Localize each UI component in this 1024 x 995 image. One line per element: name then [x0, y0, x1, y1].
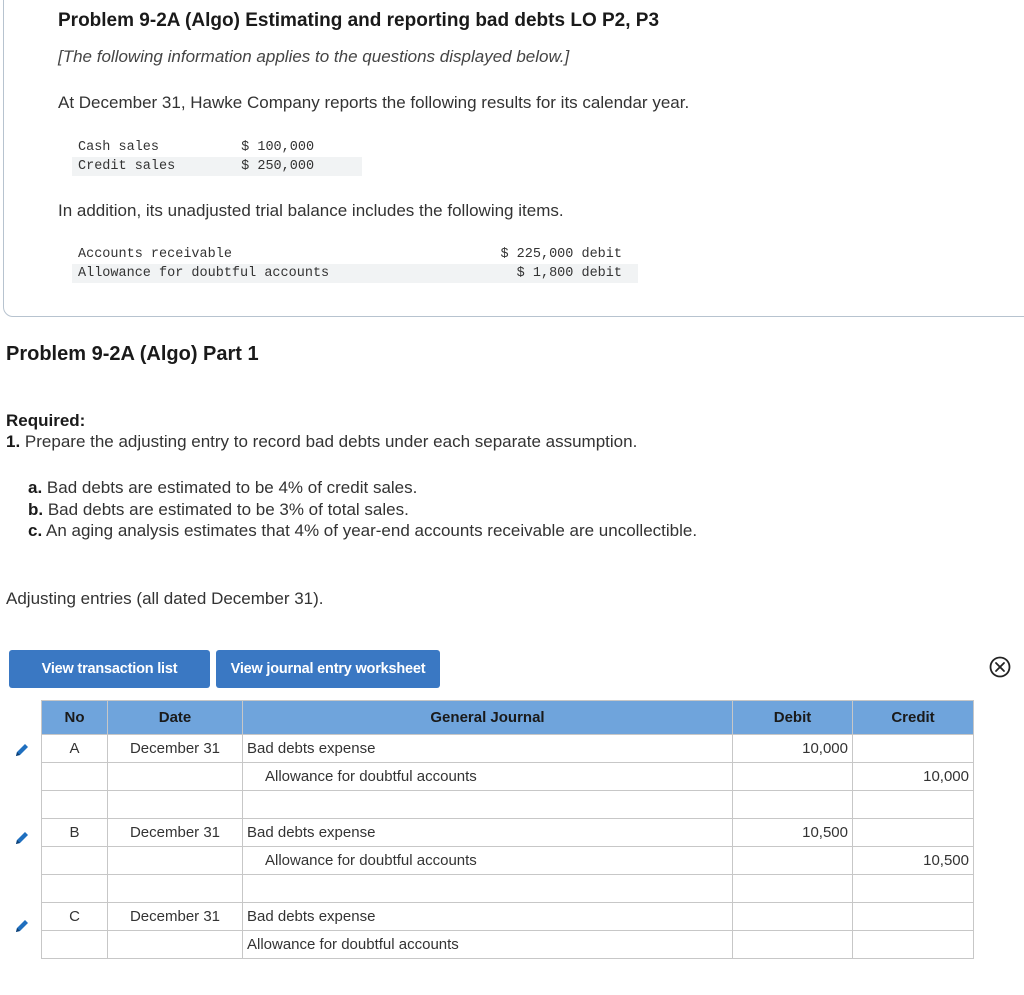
- sales-row: [72, 138, 362, 157]
- trial-balance-row: [72, 245, 638, 264]
- entry-no: [42, 875, 108, 903]
- col-header-date: Date: [108, 701, 243, 735]
- part-title: Problem 9-2A (Algo) Part 1: [6, 343, 259, 365]
- intro-note: [The following information applies to the questions displayed below.]: [58, 47, 570, 66]
- entry-debit: [733, 763, 853, 791]
- sales-amount: $ 100,000: [241, 140, 315, 155]
- edit-entry-a-icon[interactable]: [13, 741, 31, 759]
- tb-amount: $ 1,800 debit: [438, 264, 638, 283]
- entry-account: Bad debts expense: [243, 903, 733, 931]
- edit-entry-c-icon[interactable]: [13, 917, 31, 935]
- entry-credit: [853, 931, 974, 959]
- requirement-text: Prepare the adjusting entry to record bad debts under each separate assumption.: [24, 432, 638, 451]
- tb-amount: $ 225,000 debit: [500, 247, 622, 262]
- entry-credit: 10,000: [853, 763, 974, 791]
- trial-balance-intro: In addition, its unadjusted trial balance includes the following items.: [58, 201, 564, 220]
- required-label: Required:: [6, 411, 86, 430]
- requirement-number: 1.: [6, 432, 21, 451]
- journal-row: [42, 735, 974, 763]
- journal-row: [42, 931, 974, 959]
- journal-row: [42, 847, 974, 875]
- entry-account: [243, 875, 733, 903]
- entry-date: [108, 791, 243, 819]
- entry-credit: [853, 903, 974, 931]
- entry-credit: 10,500: [853, 847, 974, 875]
- general-journal-table: [41, 700, 974, 959]
- sales-row: [72, 157, 362, 176]
- journal-header-row: [42, 701, 974, 735]
- edit-entry-b-icon[interactable]: [13, 829, 31, 847]
- context-text: At December 31, Hawke Company reports the following results for its calendar year.: [58, 93, 690, 112]
- entry-debit: [733, 931, 853, 959]
- journal-row: [42, 819, 974, 847]
- entry-credit: [853, 791, 974, 819]
- entry-no: [42, 847, 108, 875]
- entry-debit: [733, 847, 853, 875]
- assumption-list: [28, 477, 697, 542]
- entry-date: December 31: [108, 819, 243, 847]
- col-header-no: No: [42, 701, 108, 735]
- entry-debit: [733, 791, 853, 819]
- col-header-credit: Credit: [853, 701, 974, 735]
- entry-account: Allowance for doubtful accounts: [243, 931, 733, 959]
- close-icon[interactable]: [989, 656, 1011, 678]
- col-header-debit: Debit: [733, 701, 853, 735]
- entry-credit: [853, 819, 974, 847]
- entry-account: Allowance for doubtful accounts: [243, 847, 733, 875]
- entry-date: [108, 763, 243, 791]
- entry-no: [42, 791, 108, 819]
- entry-debit: 10,500: [733, 819, 853, 847]
- entry-account: [243, 791, 733, 819]
- entry-debit: 10,000: [733, 735, 853, 763]
- journal-row: [42, 791, 974, 819]
- assumption-letter: c.: [28, 521, 43, 540]
- entry-debit: [733, 875, 853, 903]
- sales-amount: $ 250,000: [235, 157, 362, 176]
- assumption-item: [28, 499, 697, 521]
- col-header-general-journal: General Journal: [243, 701, 733, 735]
- entry-date: December 31: [108, 903, 243, 931]
- tb-label: Allowance for doubtful accounts: [72, 264, 438, 283]
- entry-date: December 31: [108, 735, 243, 763]
- entry-debit: [733, 903, 853, 931]
- assumption-text: Bad debts are estimated to be 4% of credit sales.: [46, 478, 418, 497]
- journal-row: [42, 763, 974, 791]
- journal-row: [42, 903, 974, 931]
- sales-table: [72, 138, 362, 176]
- view-transaction-list-button[interactable]: View transaction list: [9, 650, 210, 688]
- sales-label: Credit sales: [72, 157, 235, 176]
- entry-credit: [853, 735, 974, 763]
- entry-no: C: [42, 903, 108, 931]
- trial-balance-row: [72, 264, 638, 283]
- entry-no: A: [42, 735, 108, 763]
- entry-account: Bad debts expense: [243, 819, 733, 847]
- entry-date: [108, 875, 243, 903]
- entry-account: Bad debts expense: [243, 735, 733, 763]
- assumption-item: [28, 477, 697, 499]
- problem-title: Problem 9-2A (Algo) Estimating and reporting bad debts LO P2, P3: [58, 10, 660, 31]
- entry-no: [42, 763, 108, 791]
- assumption-text: Bad debts are estimated to be 3% of total sales.: [47, 499, 409, 519]
- entry-date: [108, 847, 243, 875]
- requirement-1: [6, 432, 637, 452]
- trial-balance-table: [72, 245, 638, 283]
- entry-no: B: [42, 819, 108, 847]
- entry-no: [42, 931, 108, 959]
- assumption-letter: a.: [28, 478, 43, 497]
- view-journal-worksheet-button[interactable]: View journal entry worksheet: [216, 650, 440, 688]
- entry-date: [108, 931, 243, 959]
- sales-label: Cash sales: [78, 140, 160, 155]
- journal-row: [42, 875, 974, 903]
- entry-account: Allowance for doubtful accounts: [243, 763, 733, 791]
- entry-credit: [853, 875, 974, 903]
- assumption-letter: b.: [28, 499, 44, 519]
- assumption-item: [28, 520, 697, 542]
- adjusting-note: Adjusting entries (all dated December 31).: [6, 589, 324, 608]
- assumption-text: An aging analysis estimates that 4% of year-end accounts receivable are uncollectible.: [45, 521, 698, 540]
- tb-label: Accounts receivable: [78, 247, 232, 262]
